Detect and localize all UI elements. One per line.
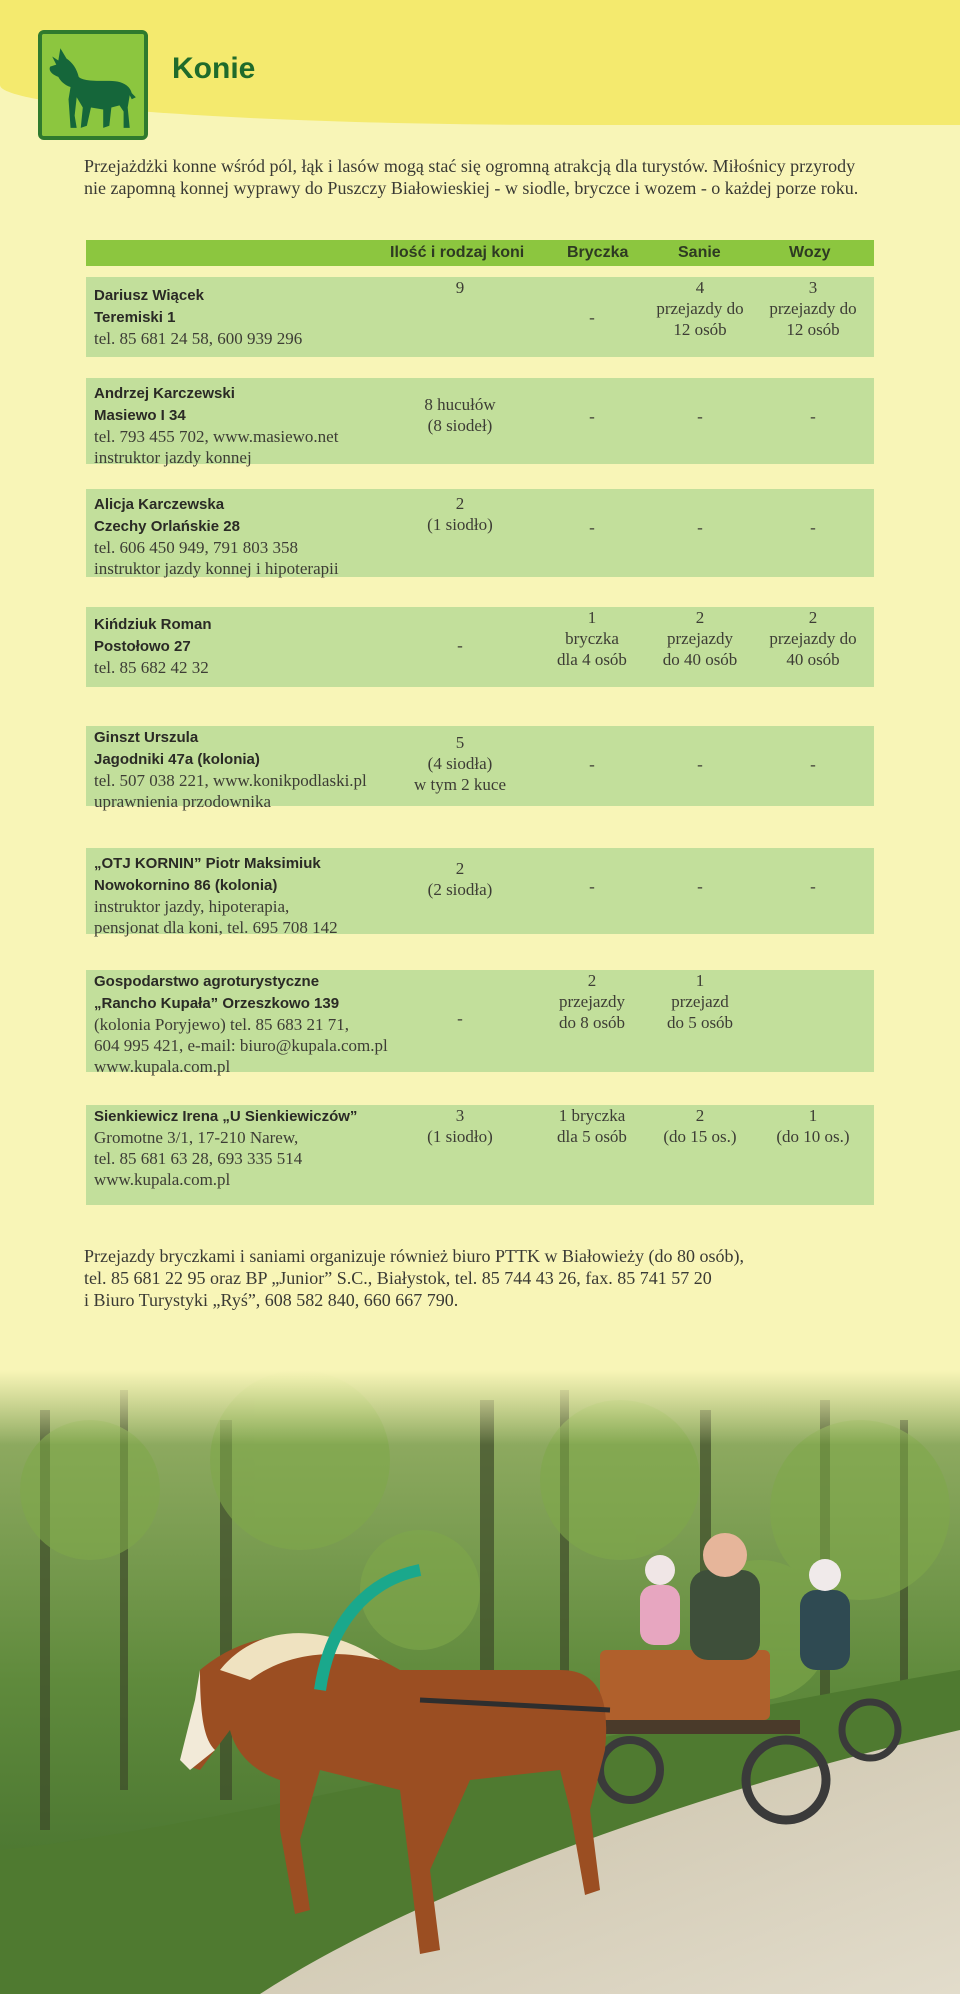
cell-horses-line: w tym 2 kuce bbox=[413, 775, 507, 794]
provider-detail: uprawnienia przodownika bbox=[94, 792, 272, 811]
cell-horses-line: - bbox=[457, 1009, 463, 1028]
cell-wozy-line: 3 bbox=[808, 278, 818, 297]
cell-sanie-line: do 5 osób bbox=[666, 1013, 734, 1032]
cell-horses-line: - bbox=[457, 636, 463, 655]
provider-name: „Rancho Kupała” Orzeszkowo 139 bbox=[94, 995, 340, 1012]
cell-wozy bbox=[756, 754, 870, 775]
cell-sanie-line: przejazdy do bbox=[656, 299, 744, 318]
cell-horses-line: (1 siodło) bbox=[427, 515, 493, 534]
cell-wozy-line: - bbox=[810, 518, 816, 537]
table-row bbox=[86, 489, 874, 577]
provider-detail: www.kupala.com.pl bbox=[94, 1057, 231, 1076]
cell-wozy bbox=[756, 406, 870, 427]
horse-icon bbox=[38, 30, 148, 140]
cell-horses bbox=[390, 277, 530, 298]
cell-bryczka bbox=[542, 876, 642, 897]
cell-horses-line: (4 siodła) bbox=[427, 754, 493, 773]
cell-horses-line: 8 hucułów bbox=[424, 395, 496, 414]
cell-sanie bbox=[646, 277, 754, 340]
provider-name: Alicja Karczewska bbox=[94, 496, 225, 513]
cell-bryczka-line: - bbox=[589, 877, 595, 896]
provider-info bbox=[94, 1105, 357, 1190]
table-row bbox=[86, 726, 874, 811]
provider-detail: tel. 85 681 63 28, 693 335 514 bbox=[94, 1149, 303, 1168]
provider-name: Nowokornino 86 (kolonia) bbox=[94, 877, 278, 894]
cell-horses-line: (8 siodeł) bbox=[427, 416, 493, 435]
cell-sanie-line: (do 15 os.) bbox=[663, 1127, 737, 1146]
provider-info bbox=[94, 284, 302, 349]
horse-cart-photo bbox=[0, 1370, 960, 1994]
cell-sanie-line: przejazdy bbox=[666, 629, 734, 648]
cell-horses bbox=[390, 394, 530, 436]
provider-detail: pensjonat dla koni, tel. 695 708 142 bbox=[94, 918, 338, 937]
cell-bryczka-line: przejazdy bbox=[558, 992, 626, 1011]
intro-paragraph: Przejażdżki konne wśród pól, łąk i lasów mogą stać się ogromną atrakcją dla turystów. Miłośnicy przyrody nie zapomną konnej wyprawy do Puszczy Białowieskiej - w siodle, bryczce i wozem - o każdej porze roku. bbox=[84, 156, 859, 198]
cell-bryczka-line: 1 bbox=[587, 608, 597, 627]
provider-info bbox=[94, 493, 339, 579]
cell-horses bbox=[390, 1105, 530, 1147]
footer-line: tel. 85 681 22 95 oraz BP „Junior” S.C., Białystok, tel. 85 744 43 26, fax. 85 741 57 20 bbox=[84, 1268, 712, 1288]
cell-horses bbox=[390, 635, 530, 656]
cell-sanie-line: 12 osób bbox=[673, 320, 727, 339]
provider-detail: 604 995 421, e-mail: biuro@kupala.com.pl bbox=[94, 1036, 388, 1055]
provider-name: Sienkiewicz Irena „U Sienkiewiczów” bbox=[94, 1108, 358, 1125]
provider-detail: instruktor jazdy konnej bbox=[94, 448, 252, 467]
provider-detail: instruktor jazdy, hipoterapia, bbox=[94, 897, 290, 916]
header-horses: Ilość i rodzaj koni bbox=[390, 244, 525, 261]
page-title: Konie bbox=[172, 52, 256, 85]
provider-detail: tel. 85 681 24 58, 600 939 296 bbox=[94, 329, 303, 348]
cell-sanie bbox=[646, 607, 754, 670]
cell-wozy bbox=[756, 876, 870, 897]
cell-bryczka-line: dla 5 osób bbox=[557, 1127, 627, 1146]
header-sanie: Sanie bbox=[678, 244, 721, 261]
provider-detail: (kolonia Poryjewo) tel. 85 683 21 71, bbox=[94, 1015, 349, 1034]
cell-wozy-line: - bbox=[810, 407, 816, 426]
cell-sanie-line: - bbox=[697, 755, 703, 774]
cell-sanie bbox=[646, 406, 754, 427]
provider-name: Jagodniki 47a (kolonia) bbox=[94, 751, 260, 768]
cell-sanie-line: - bbox=[697, 407, 703, 426]
provider-name: Teremiski 1 bbox=[94, 309, 176, 326]
provider-name: Masiewo I 34 bbox=[94, 407, 186, 424]
cell-bryczka bbox=[542, 307, 642, 328]
provider-detail: tel. 507 038 221, www.konikpodlaski.pl bbox=[94, 771, 367, 790]
cell-bryczka-line: 1 bryczka bbox=[558, 1106, 626, 1125]
cell-horses-line: 5 bbox=[455, 733, 465, 752]
cell-horses-line: (2 siodła) bbox=[427, 880, 493, 899]
provider-info bbox=[94, 382, 338, 468]
cell-sanie-line: 4 bbox=[695, 278, 705, 297]
cell-bryczka-line: - bbox=[589, 755, 595, 774]
cell-wozy bbox=[756, 1105, 870, 1147]
cell-wozy bbox=[756, 277, 870, 340]
cell-bryczka-line: do 8 osób bbox=[558, 1013, 626, 1032]
cell-bryczka-line: bryczka bbox=[565, 629, 619, 648]
cell-sanie-line: 2 bbox=[695, 608, 705, 627]
provider-info bbox=[94, 852, 338, 938]
cell-horses-line: 3 bbox=[455, 1106, 465, 1125]
footer-line: i Biuro Turystyki „Ryś”, 608 582 840, 660 667 790. bbox=[84, 1290, 459, 1310]
table-row bbox=[86, 848, 874, 937]
cell-sanie-line: - bbox=[697, 877, 703, 896]
cell-bryczka bbox=[542, 970, 642, 1033]
cell-wozy-line: (do 10 os.) bbox=[776, 1127, 850, 1146]
cell-wozy-line: 12 osób bbox=[786, 320, 840, 339]
cell-wozy-line: 1 bbox=[808, 1106, 818, 1125]
cell-horses bbox=[390, 732, 530, 795]
table-row bbox=[86, 970, 874, 1076]
cell-bryczka-line: dla 4 osób bbox=[557, 650, 627, 669]
provider-info bbox=[94, 613, 212, 678]
provider-detail: Gromotne 3/1, 17-210 Narew, bbox=[94, 1128, 299, 1147]
table-row bbox=[86, 277, 874, 357]
cell-wozy-line: przejazdy do bbox=[769, 299, 857, 318]
cell-sanie bbox=[646, 517, 754, 538]
cell-horses-line: (1 siodło) bbox=[427, 1127, 493, 1146]
footer-note bbox=[84, 1245, 884, 1311]
provider-name: Ginszt Urszula bbox=[94, 729, 199, 746]
provider-name: Czechy Orlańskie 28 bbox=[94, 518, 240, 535]
cell-wozy-line: 2 bbox=[808, 608, 818, 627]
provider-detail: www.kupala.com.pl bbox=[94, 1170, 231, 1189]
cell-wozy bbox=[756, 517, 870, 538]
cell-horses bbox=[390, 493, 530, 535]
cell-bryczka bbox=[542, 1105, 642, 1147]
cell-horses-line: 2 bbox=[455, 859, 465, 878]
cell-sanie bbox=[646, 970, 754, 1033]
table-row bbox=[86, 378, 874, 467]
header-bryczka: Bryczka bbox=[567, 244, 629, 261]
provider-name: Gospodarstwo agroturystyczne bbox=[94, 973, 320, 990]
cell-wozy-line: - bbox=[810, 755, 816, 774]
cell-bryczka bbox=[542, 754, 642, 775]
provider-detail: tel. 606 450 949, 791 803 358 bbox=[94, 538, 298, 557]
provider-info bbox=[94, 726, 367, 812]
cell-sanie-line: 1 bbox=[695, 971, 705, 990]
cell-sanie-line: do 40 osób bbox=[662, 650, 738, 669]
cell-bryczka-line: - bbox=[589, 308, 595, 327]
provider-detail: tel. 85 682 42 32 bbox=[94, 658, 209, 677]
cell-horses bbox=[390, 858, 530, 900]
provider-name: „OTJ KORNIN” Piotr Maksimiuk bbox=[94, 855, 321, 872]
provider-name: Andrzej Karczewski bbox=[94, 385, 235, 402]
cell-sanie-line: - bbox=[697, 518, 703, 537]
cell-sanie bbox=[646, 876, 754, 897]
cell-wozy-line: 40 osób bbox=[786, 650, 840, 669]
provider-info bbox=[94, 970, 388, 1077]
header-wozy: Wozy bbox=[789, 244, 831, 261]
provider-detail: instruktor jazdy konnej i hipoterapii bbox=[94, 559, 339, 578]
cell-bryczka-line: 2 bbox=[587, 971, 597, 990]
cell-bryczka bbox=[542, 406, 642, 427]
cell-wozy-line: - bbox=[810, 877, 816, 896]
cell-bryczka-line: - bbox=[589, 518, 595, 537]
cell-bryczka bbox=[542, 517, 642, 538]
cell-horses-line: 2 bbox=[455, 494, 465, 513]
table-header bbox=[86, 240, 874, 266]
cell-sanie-line: 2 bbox=[695, 1106, 705, 1125]
table-row bbox=[86, 607, 874, 687]
cell-horses-line: 9 bbox=[455, 278, 465, 297]
cell-bryczka-line: - bbox=[589, 407, 595, 426]
provider-detail: tel. 793 455 702, www.masiewo.net bbox=[94, 427, 339, 446]
cell-wozy-line: przejazdy do bbox=[769, 629, 857, 648]
provider-name: Postołowo 27 bbox=[94, 638, 191, 655]
cell-sanie-line: przejazd bbox=[671, 992, 729, 1011]
cell-sanie bbox=[646, 1105, 754, 1147]
footer-line: Przejazdy bryczkami i saniami organizuje również biuro PTTK w Białowieży (do 80 osób), bbox=[84, 1246, 744, 1266]
cell-horses bbox=[390, 1008, 530, 1029]
cell-wozy bbox=[756, 607, 870, 670]
cell-sanie bbox=[646, 754, 754, 775]
provider-name: Kińdziuk Roman bbox=[94, 616, 212, 633]
cell-bryczka bbox=[542, 607, 642, 670]
table-row bbox=[86, 1105, 874, 1205]
provider-name: Dariusz Wiącek bbox=[94, 287, 204, 304]
